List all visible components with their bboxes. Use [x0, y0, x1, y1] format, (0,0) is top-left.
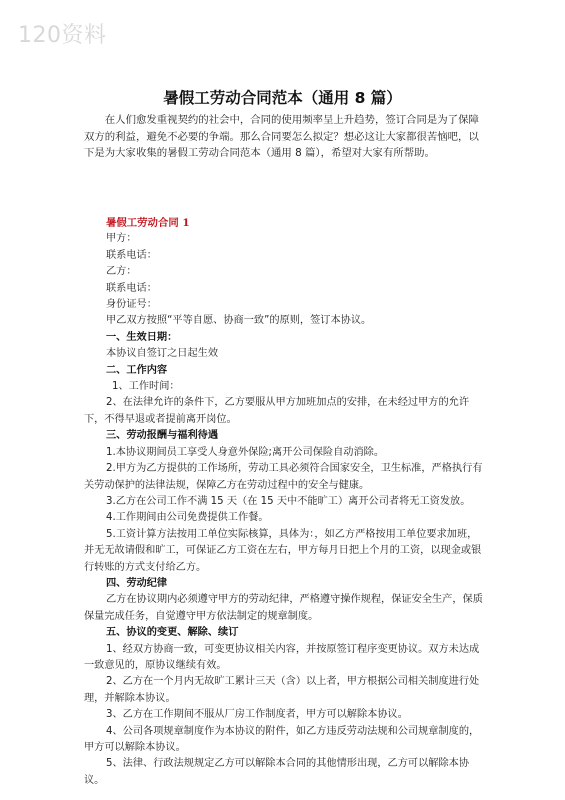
section-2-title: 二、工作内容	[106, 364, 168, 376]
watermark: 120资料	[18, 23, 107, 48]
section-5-item-4: 4、公司各项规章制度作为本协议的附件，如乙方违反劳动法规和公司规章制度的，甲方可以解除本协议。	[84, 725, 480, 753]
intro-paragraph: 在人们愈发重视契约的社会中，合同的使用频率呈上升趋势，签订合同是为了保障双方的利益，避免不必要的争端。那么合同要怎么拟定？想必这让大家都很苦恼吧，以下是为大家收集的暑假工劳动合同范本（通用 8 篇），希望对大家有所帮助。	[84, 114, 479, 159]
contact-b-label: 联系电话：	[106, 282, 157, 294]
contract-body	[84, 215, 484, 789]
section-3-item-2: 2.甲方为乙方提供的工作场所，劳动工具必须符合国家安全，卫生标准，严格执行有关劳动保护的法律法规，保障乙方在劳动过程中的安全与健康。	[84, 463, 483, 491]
section-3-item-1: 1.本协议期间员工享受人身意外保险;离开公司保险自动消除。	[106, 446, 385, 458]
contract-heading: 暑假工劳动合同 1	[106, 217, 190, 229]
contact-a-label: 联系电话：	[106, 249, 157, 261]
document-title: 暑假工劳动合同范本（通用 8 篇）	[163, 89, 402, 107]
section-4-title: 四、劳动纪律	[106, 577, 168, 589]
section-3-title: 三、劳动报酬与福利待遇	[106, 430, 219, 442]
section-1-text: 本协议自签订之日起生效	[106, 348, 219, 360]
section-4-item-1: 乙方在协议期内必须遵守甲方的劳动纪律，严格遵守操作规程，保证安全生产，保质保量完成任务，自觉遵守甲方依法制定的规章制度。	[84, 594, 483, 622]
section-3-item-4: 4.工作期间由公司免费提供工作餐。	[106, 512, 269, 524]
section-2-item-1: 1、工作时间：	[112, 381, 180, 393]
section-5-item-5: 5、法律、行政法规规定乙方可以解除本合同的其他情形出现，乙方可以解除本协议。	[84, 758, 470, 786]
principle-text: 甲乙双方按照“平等自愿、协商一致”的原则，签订本协议。	[106, 315, 372, 327]
id-card-label: 身份证号：	[106, 299, 157, 311]
section-2-item-2: 2、在法律允许的条件下，乙方要服从甲方加班加点的安排，在未经过甲方的允许下，不得早退或者提前离开岗位。	[84, 397, 470, 425]
section-5-item-3: 3、乙方在工作期间不服从厂房工作制度者，甲方可以解除本协议。	[106, 709, 408, 721]
section-5-item-1: 1、经双方协商一致，可变更协议相关内容，并按原签订程序变更协议。双方未达成一致意见的，原协议继续有效。	[84, 643, 480, 671]
section-1-title: 一、生效日期：	[106, 331, 178, 343]
section-3-item-5: 5.工资计算方法按用工单位实际核算，具体为：，如乙方严格按用工单位要求加班，并无无故请假和旷工，可保证乙方工资在左右，甲方每月日把上个月的工资，以现金或银行转账的方式支付给乙方。	[84, 528, 482, 573]
party-b-label: 乙方：	[106, 266, 137, 278]
section-5-item-2: 2、乙方在一个月内无故旷工累计三天（含）以上者，甲方根据公司相关制度进行处理，并解除本协议。	[84, 676, 480, 704]
party-a-label: 甲方：	[106, 233, 137, 245]
section-5-title: 五、协议的变更、解除、续订	[106, 627, 239, 639]
section-3-item-3: 3.乙方在公司工作不满 15 天（在 15 天中不能旷工）离开公司者将无工资发放。	[106, 495, 471, 507]
